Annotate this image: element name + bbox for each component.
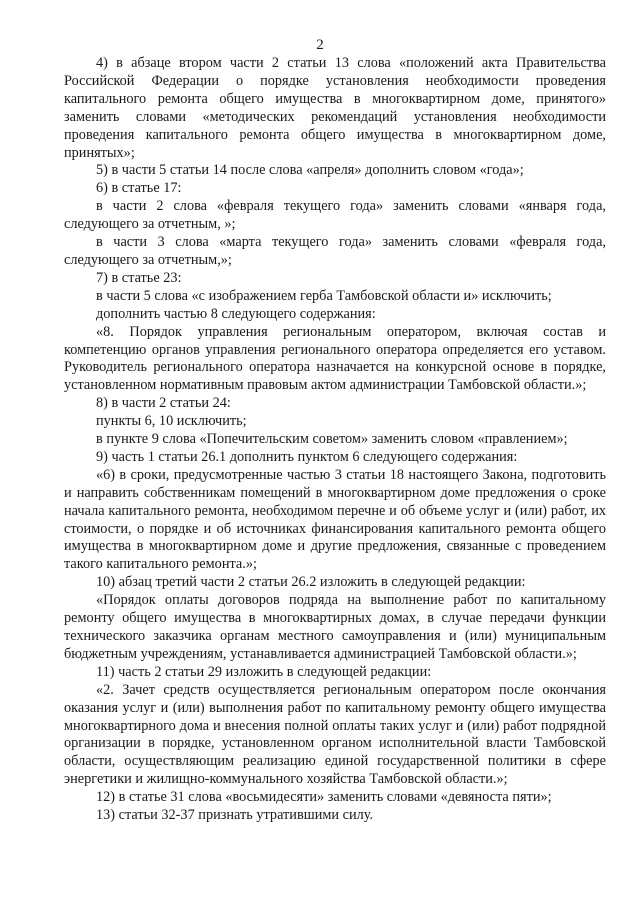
paragraph-article-24-item-9: в пункте 9 слова «Попечительским советом» заменить словом «правлением»; [96,431,568,448]
paragraph-quote-item-6: «6) в сроки, предусмотренные частью 3 статьи 18 настоящего Закона, подготовить и направить собственникам помещений в многоквартирном доме предложения о сроке начала капитального ремонта, необходимом перечне и об объеме услуг и (или) работ, их стоимости, о порядке и об источниках финансирования капитального ремонта общего имущества в многоквартирном доме и другие предложения, связанные с проведением такого капитального ремонта.»; [64,466,606,573]
paragraph-article-24-items-excluded: пункты 6, 10 исключить; [96,413,247,430]
paragraph-amendment-6: 6) в статье 17: [96,180,182,197]
paragraph-article-17-part-2: в части 2 слова «февраля текущего года» заменить словами «января года, следующего за отчетным, »; [64,198,606,233]
paragraph-amendment-8: 8) в части 2 статьи 24: [96,395,231,412]
paragraph-amendment-5: 5) в части 5 статьи 14 после слова «апреля» дополнить словом «года»; [96,162,524,179]
document-body [64,55,606,825]
paragraph-amendment-4: 4) в абзаце втором части 2 статьи 13 слова «положений акта Правительства Российской Федерации о порядке установления необходимости проведения капитального ремонта общего имущества в многоквартирном доме, принятого» заменить словами «методических рекомендаций установления необходимости проведения капитального ремонта общего имущества в многоквартирном доме, принятых»; [64,55,606,161]
paragraph-article-23-part-5: в части 5 слова «с изображением герба Тамбовской области и» исключить; [96,287,552,304]
paragraph-amendment-10: 10) абзац третий части 2 статьи 26.2 изложить в следующей редакции: [96,574,526,591]
paragraph-article-17-part-3: в части 3 слова «марта текущего года» заменить словами «февраля года, следующего за отчетным,»; [64,234,606,268]
paragraph-amendment-12: 12) в статье 31 слова «восьмидесяти» заменить словами «девяноста пяти»; [96,789,552,806]
paragraph-amendment-7: 7) в статье 23: [96,269,182,286]
paragraph-quote-part-8: «8. Порядок управления региональным оператором, включая состав и компетенцию органов управления регионального оператора определяется его уставом. Руководитель регионального оператора назначается на конкурсной основе в порядке, установленном нормативным правовым актом администрации Тамбовской области.»; [64,323,606,394]
paragraph-quote-part-2: «2. Зачет средств осуществляется региональным оператором после окончания оказания услуг и (или) выполнения работ по капитальному ремонту общего имущества многоквартирного дома и внесения полной оплаты таких услуг и (или) работ подрядной организации в порядке, установленном органом исполнительной власти Тамбовской области, осуществляющим реализацию единой государственной политики в сфере энергетики и жилищно-коммунального хозяйства Тамбовской области.»; [64,681,606,788]
paragraph-amendment-9: 9) часть 1 статьи 26.1 дополнить пунктом 6 следующего содержания: [96,448,518,465]
paragraph-quote-payment-order: «Порядок оплаты договоров подряда на выполнение работ по капитальному ремонту общего имущества в многоквартирных домах, в случае передачи функции технического заказчика органам местного самоуправления и (или) муниципальным бюджетным учреждениям, устанавливается администрацией Тамбовской области.»; [64,592,606,662]
paragraph-amendment-13: 13) статьи 32-37 признать утратившими силу. [96,807,374,824]
paragraph-amendment-11: 11) часть 2 статьи 29 изложить в следующей редакции: [96,663,432,680]
page-number: 2 [316,37,324,53]
paragraph-article-23-add-part-8: дополнить частью 8 следующего содержания: [96,305,376,322]
